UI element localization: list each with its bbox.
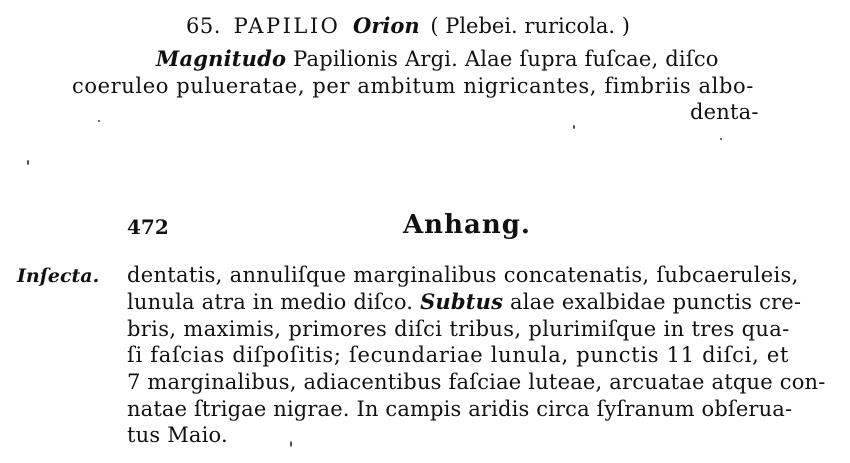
body-line-1: dentatis, annuliſque marginalibus concatenatis, ſubcaeruleis, (127, 263, 799, 287)
body-line-2-end: alae exalbidae punctis cre- (503, 290, 802, 314)
magnitudo-word: Magnitudo (156, 46, 287, 71)
species-name: Orion (353, 13, 420, 38)
description-line-2: coeruleo pulueratae, per ambitum nigricantes, fimbriis albo- (72, 74, 754, 98)
scan-speck (573, 125, 575, 129)
scan-speck (720, 138, 722, 140)
body-line-4: ſi faſcias diſpoſitis; ſecundariae lunula, punctis 11 diſci, et (127, 343, 790, 367)
page-number: 472 (127, 215, 169, 239)
subtus-word: Subtus (420, 289, 504, 314)
body-line-5: 7 marginalibus, adiacentibus faſciae luteae, arcuatae atque con- (127, 370, 826, 394)
scan-speck (27, 160, 29, 165)
running-head: Anhang. (403, 210, 531, 240)
body-line-2-start: lunula atra in medio diſco. (127, 290, 421, 314)
body-line-3: bris, maximis, primores diſci tribus, plurimiſque in tres qua- (127, 317, 790, 341)
margin-note: Inſecta. (17, 265, 100, 287)
description-line-1-rest: Papilionis Argi. Alae ſupra fuſcae, diſco (286, 47, 719, 71)
body-line-2 (127, 289, 801, 315)
scan-speck (98, 120, 100, 122)
body-line-7: tus Maio. (127, 423, 228, 447)
species-group: ( Plebei. ruricola. ) (430, 14, 630, 38)
species-heading (186, 13, 630, 39)
description-line-1 (156, 46, 719, 72)
scan-speck (290, 441, 292, 447)
description-line-3: denta- (690, 100, 759, 124)
entry-number: 65. (186, 14, 221, 38)
genus-name: PAPILIO (233, 14, 341, 38)
body-line-6: natae ſtrigae nigrae. In campis aridis circa ſyſranum obſerua- (127, 397, 793, 421)
